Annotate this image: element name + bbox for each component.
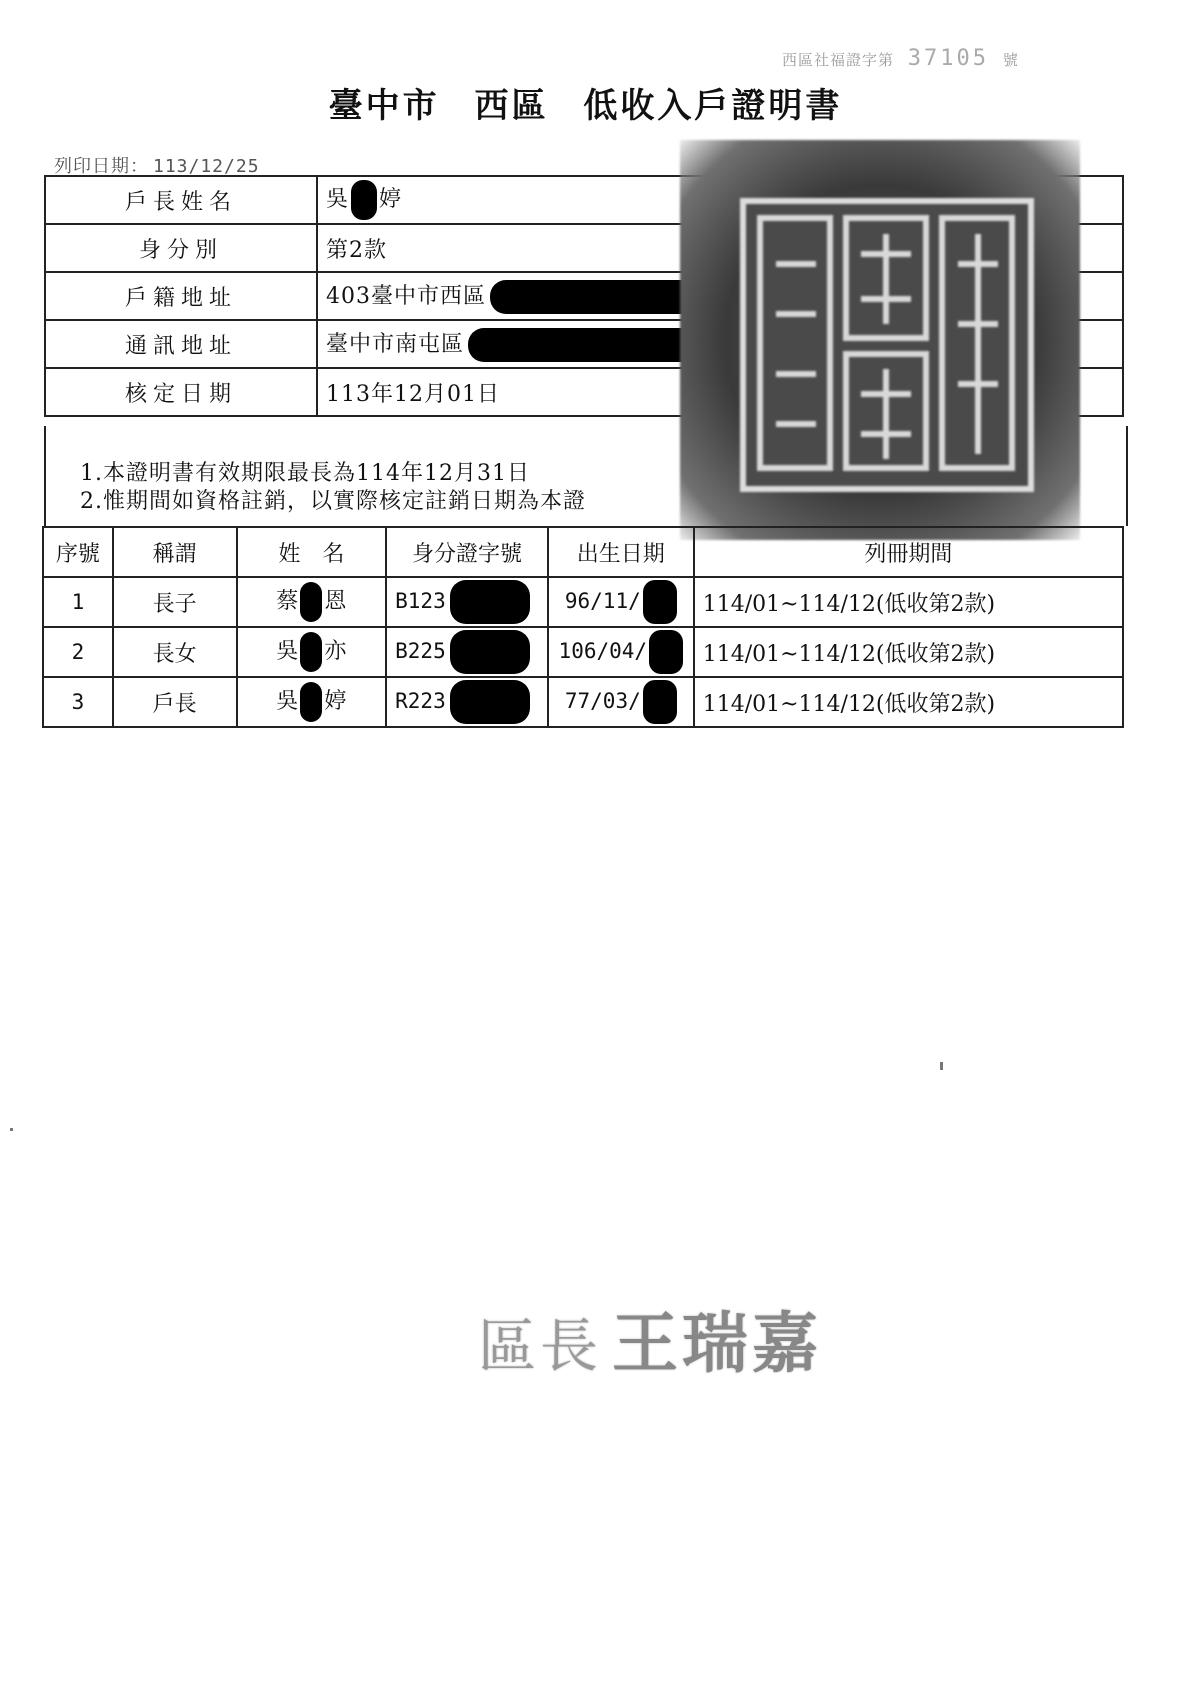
row-id xyxy=(386,677,548,727)
redaction-block xyxy=(351,180,377,220)
id-prefix: R223 xyxy=(395,689,446,713)
note-line-2: 2.惟期間如資格註銷，以實際核定註銷日期為本證 xyxy=(80,489,586,514)
title-doc: 低收入戶證明書 xyxy=(583,86,843,126)
name-last: 婷 xyxy=(324,689,347,714)
row-name xyxy=(237,577,387,627)
seal-pattern-icon xyxy=(746,204,1028,486)
column-header: 列冊期間 xyxy=(694,527,1123,577)
table-row xyxy=(43,627,1123,677)
seal-inner-frame xyxy=(740,198,1034,492)
redaction-block xyxy=(643,680,677,724)
column-header: 稱謂 xyxy=(113,527,237,577)
approval-date-value: 113年12月01日 xyxy=(317,368,1123,416)
column-header: 出生日期 xyxy=(548,527,694,577)
note-line-1: 1.本證明書有效期限最長為114年12月31日 xyxy=(80,461,530,486)
name-first: 吳 xyxy=(276,689,299,714)
household-members-table xyxy=(42,526,1124,728)
category-value: 第2款 xyxy=(317,224,1123,272)
redaction-block xyxy=(300,682,322,722)
registered-address-text: 403臺中市西區 xyxy=(326,283,486,309)
redaction-block xyxy=(643,580,677,624)
title-district: 西區 xyxy=(474,86,549,126)
print-date-value: 113/12/25 xyxy=(153,156,260,177)
mailing-address-label: 通訊地址 xyxy=(45,320,317,368)
serial-number xyxy=(782,46,1019,71)
row-period: 114/01~114/12(低收第2款) xyxy=(694,677,1123,727)
row-relation: 長女 xyxy=(113,627,237,677)
row-number: 2 xyxy=(43,627,113,677)
name-first: 吳 xyxy=(276,639,299,664)
row-relation: 長子 xyxy=(113,577,237,627)
row-birth xyxy=(548,577,694,627)
table-header-row xyxy=(43,527,1123,577)
serial-suffix: 號 xyxy=(1002,51,1019,69)
scan-speck xyxy=(940,1062,943,1070)
name-first: 蔡 xyxy=(276,589,299,614)
row-period: 114/01~114/12(低收第2款) xyxy=(694,627,1123,677)
name-last: 恩 xyxy=(324,589,347,614)
birth-prefix: 96/11/ xyxy=(564,589,641,613)
row-birth xyxy=(548,677,694,727)
serial-value: 37105 xyxy=(907,46,990,71)
category-label: 身分別 xyxy=(45,224,317,272)
row-number: 1 xyxy=(43,577,113,627)
signature-role: 區長 xyxy=(478,1312,603,1380)
row-relation: 戶長 xyxy=(113,677,237,727)
title-city: 臺中市 xyxy=(328,86,440,126)
redaction-block xyxy=(450,580,530,624)
name-last: 亦 xyxy=(324,639,347,664)
approval-date-label: 核定日期 xyxy=(45,368,317,416)
id-prefix: B123 xyxy=(395,589,446,613)
birth-prefix: 77/03/ xyxy=(564,689,641,713)
redaction-block xyxy=(300,632,322,672)
serial-label: 西區社福證字第 xyxy=(782,51,895,69)
signature-name: 王瑞嘉 xyxy=(612,1304,823,1382)
official-seal xyxy=(680,140,1080,540)
row-name xyxy=(237,677,387,727)
head-name-label: 戶長姓名 xyxy=(45,176,317,224)
redaction-block xyxy=(649,630,683,674)
id-prefix: B225 xyxy=(395,639,446,663)
row-birth xyxy=(548,627,694,677)
redaction-block xyxy=(300,582,322,622)
head-name-last: 婷 xyxy=(379,187,403,212)
column-header: 序號 xyxy=(43,527,113,577)
table-row xyxy=(43,577,1123,627)
scan-speck xyxy=(10,1128,13,1131)
row-period: 114/01~114/12(低收第2款) xyxy=(694,577,1123,627)
row-number: 3 xyxy=(43,677,113,727)
table-row xyxy=(43,677,1123,727)
column-header: 身分證字號 xyxy=(386,527,548,577)
district-chief-signature xyxy=(478,1290,822,1385)
row-name xyxy=(237,627,387,677)
row-id xyxy=(386,577,548,627)
redaction-block xyxy=(450,680,530,724)
birth-prefix: 106/04/ xyxy=(558,639,648,663)
column-header: 姓 名 xyxy=(237,527,387,577)
mailing-address-text: 臺中市南屯區 xyxy=(326,331,465,357)
redaction-block xyxy=(450,630,530,674)
head-name-first: 吳 xyxy=(326,187,350,212)
registered-address-label: 戶籍地址 xyxy=(45,272,317,320)
page-title xyxy=(0,78,1191,127)
print-date-label: 列印日期： xyxy=(54,156,149,177)
row-id xyxy=(386,627,548,677)
